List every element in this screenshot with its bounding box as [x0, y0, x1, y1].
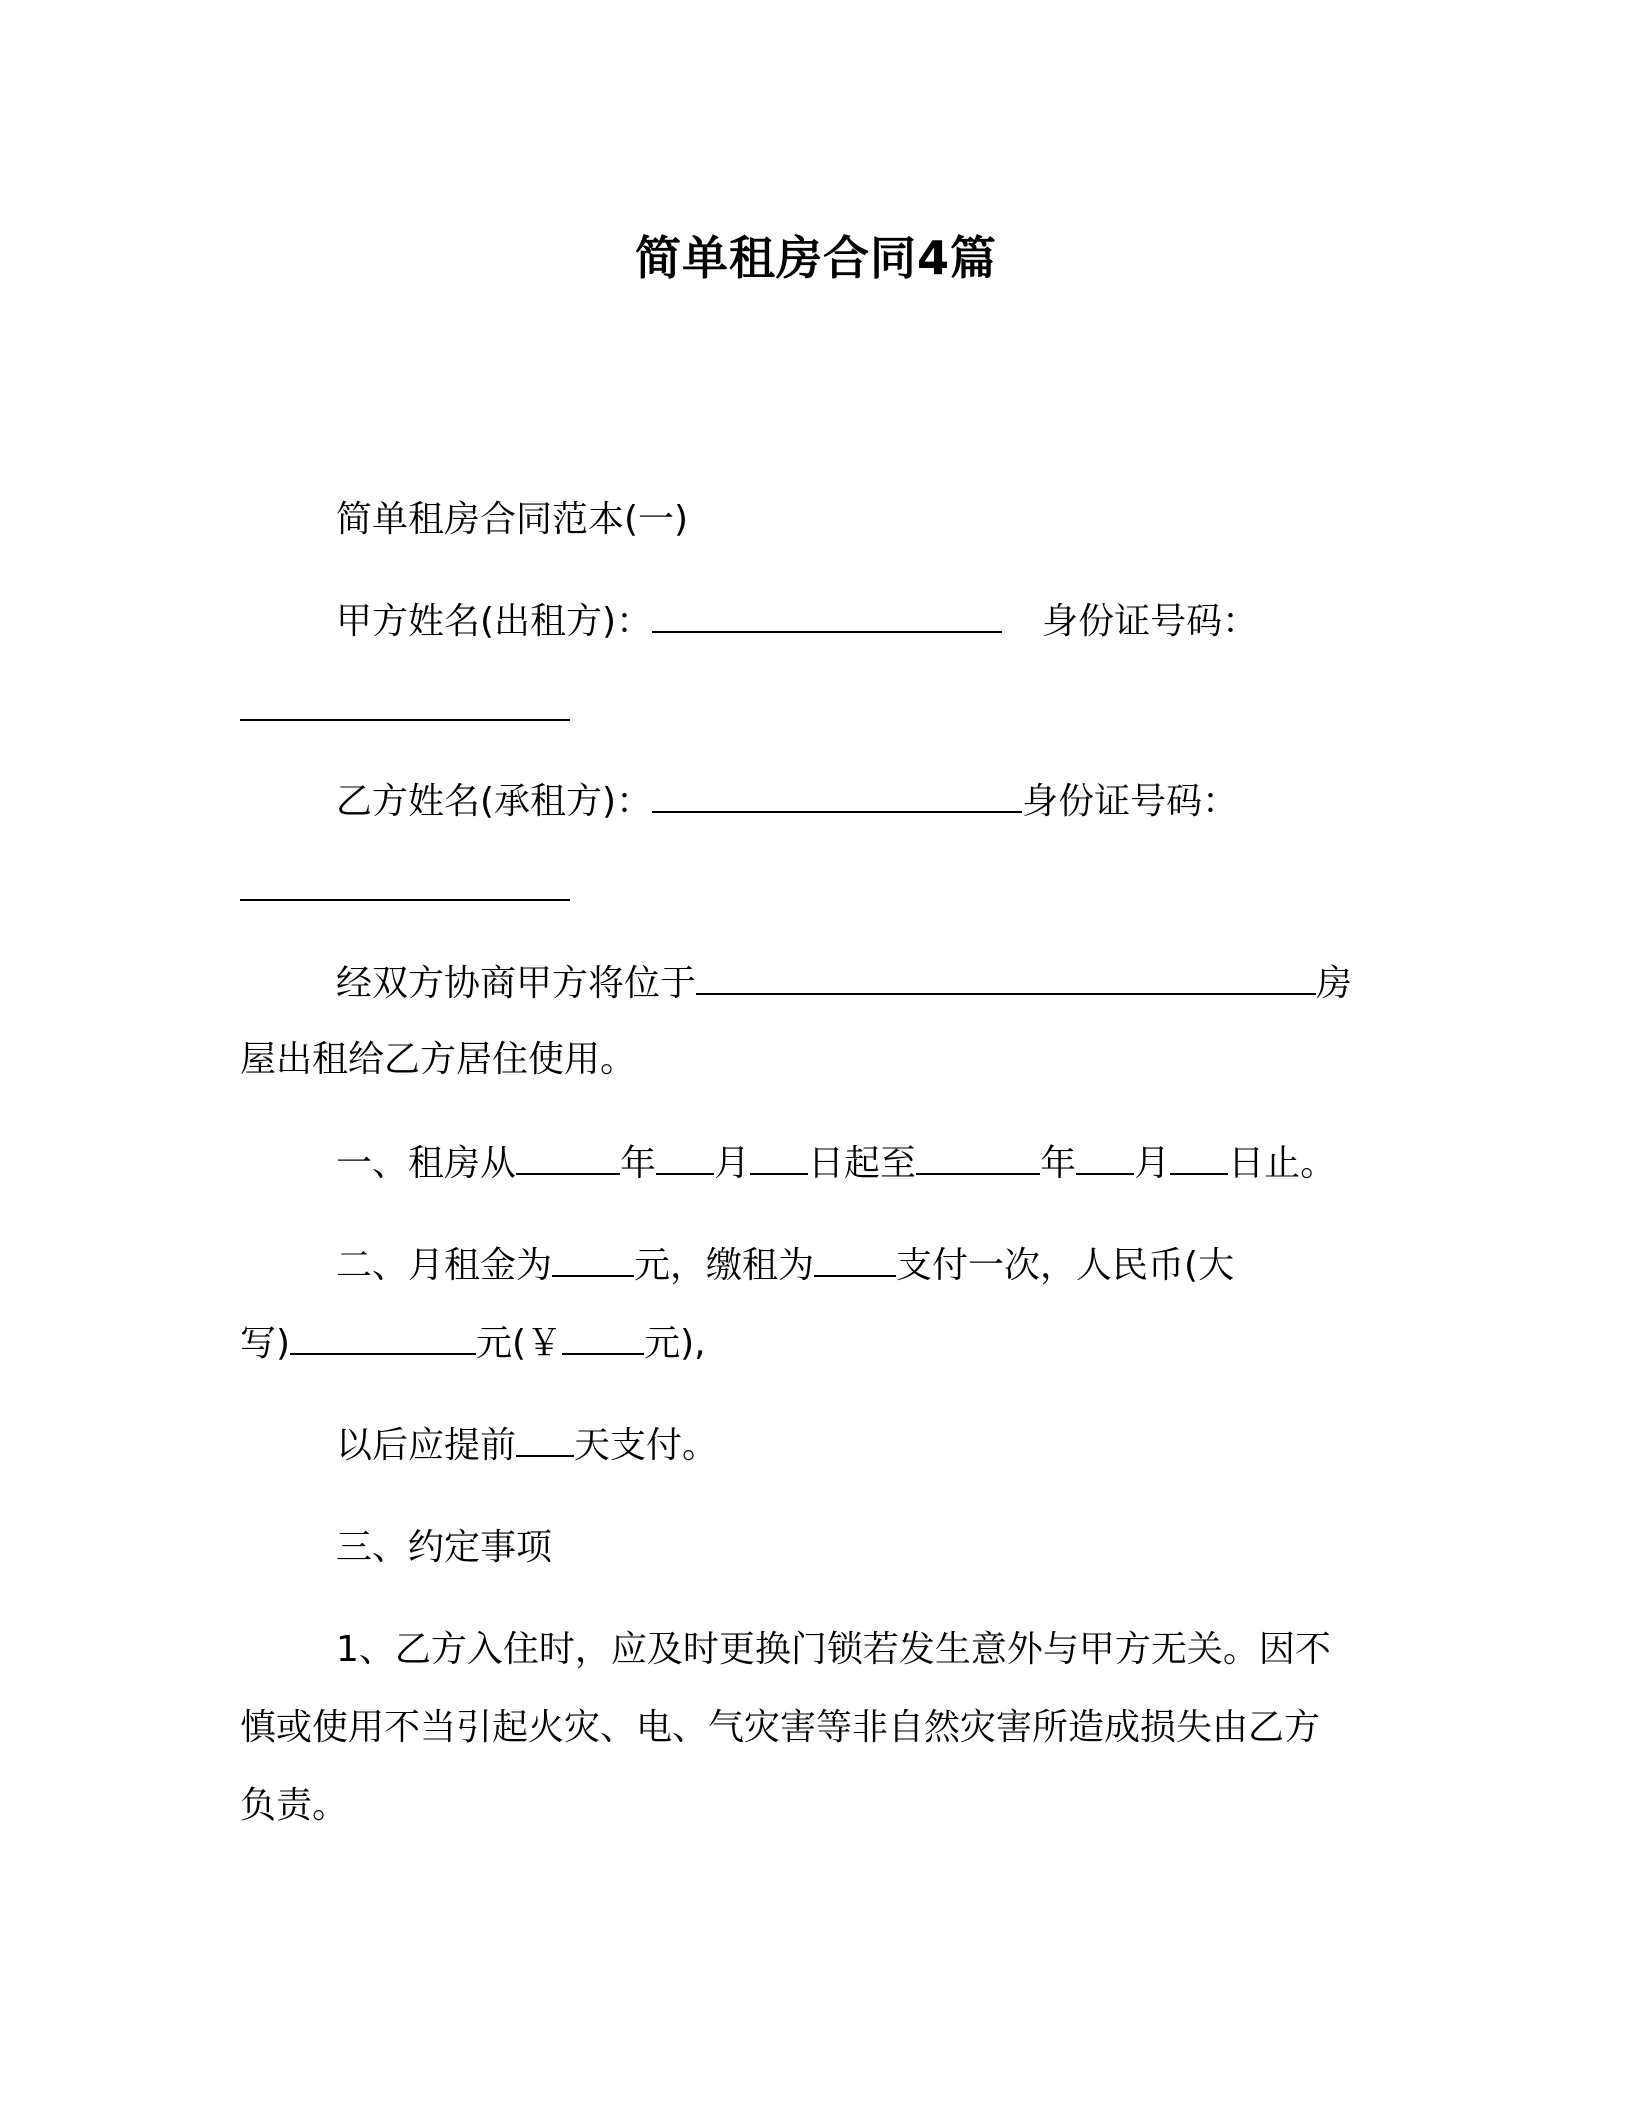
party-a-name-blank — [652, 601, 1002, 633]
term-text-3: 月 — [714, 1143, 751, 1184]
premises-continuation: 屋出租给乙方居住使用。 — [240, 1039, 637, 1080]
section-heading: 简单租房合同范本(一) — [336, 499, 689, 540]
term-text-6: 月 — [1134, 1143, 1171, 1184]
party-a-id-blank — [240, 689, 570, 721]
rent-text-1: 二、月租金为 — [336, 1245, 553, 1286]
party-b-id-label: 身份证号码： — [1022, 781, 1239, 822]
rent-amount-blank — [552, 1245, 634, 1277]
rent-text-5: 元(￥ — [476, 1323, 563, 1364]
term-text-1: 一、租房从 — [336, 1143, 517, 1184]
party-a-id-label: 身份证号码： — [1042, 601, 1259, 642]
term-end-year-blank — [916, 1143, 1040, 1175]
clause-1-line-3: 负责。 — [240, 1785, 349, 1826]
rent-figure-blank — [562, 1323, 644, 1355]
rent-period-blank — [814, 1245, 896, 1277]
term-end-month-blank — [1076, 1143, 1134, 1175]
party-b-id-line — [240, 866, 570, 914]
term-start-year-blank — [516, 1143, 620, 1175]
clause-1-line-1: 1、乙方入住时，应及时更换门锁若发生意外与甲方无关。因不 — [336, 1629, 1331, 1670]
term-text-4: 日起至 — [808, 1143, 917, 1184]
party-a-id-line — [240, 686, 570, 734]
rent-line — [336, 1242, 1234, 1290]
advance-text-1: 以后应提前 — [336, 1425, 517, 1466]
document-title: 简单租房合同4篇 — [634, 231, 997, 285]
term-text-5: 年 — [1040, 1143, 1077, 1184]
rent-text-3: 支付一次，人民币(大 — [896, 1245, 1235, 1286]
term-start-day-blank — [750, 1143, 808, 1175]
premises-address-blank — [696, 963, 1316, 995]
rent-words-blank — [290, 1323, 476, 1355]
clause-1-line-2: 慎或使用不当引起火灾、电、气灾害等非自然灾害所造成损失由乙方 — [240, 1707, 1321, 1748]
term-text-7: 日止。 — [1228, 1143, 1337, 1184]
party-a-label: 甲方姓名(出租方)： — [336, 601, 653, 642]
party-a-line — [336, 598, 1258, 646]
agreements-heading: 三、约定事项 — [336, 1527, 553, 1568]
term-text-2: 年 — [620, 1143, 657, 1184]
premises-line — [336, 960, 1352, 1008]
party-b-label: 乙方姓名(承租方)： — [336, 781, 653, 822]
advance-line — [336, 1422, 718, 1470]
premises-suffix: 房 — [1316, 963, 1353, 1004]
party-b-id-blank — [240, 869, 570, 901]
advance-text-2: 天支付。 — [574, 1425, 719, 1466]
term-line — [336, 1140, 1336, 1188]
advance-days-blank — [516, 1425, 574, 1457]
rent-text-2: 元，缴租为 — [634, 1245, 815, 1286]
term-end-day-blank — [1170, 1143, 1228, 1175]
term-start-month-blank — [656, 1143, 714, 1175]
party-b-name-blank — [652, 781, 1022, 813]
rent-text-6: 元), — [644, 1323, 706, 1364]
premises-prefix: 经双方协商甲方将位于 — [336, 963, 697, 1004]
rent-text-4: 写) — [240, 1323, 291, 1364]
rent-continuation — [240, 1320, 706, 1368]
party-b-line — [336, 778, 1238, 826]
